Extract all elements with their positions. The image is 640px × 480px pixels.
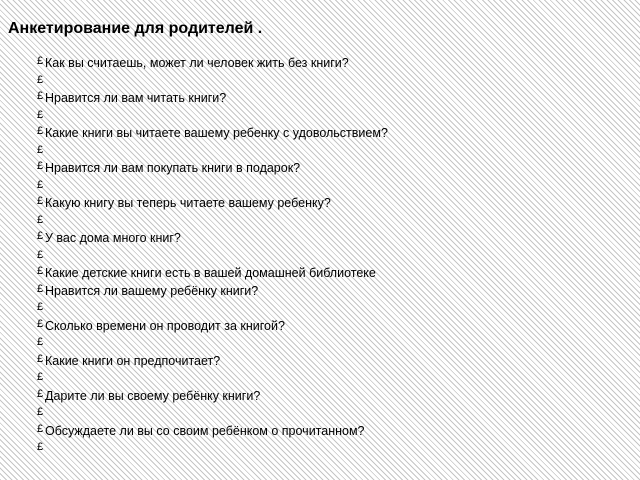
slide-title: Анкетирование для родителей . [8,20,263,37]
bullet-icon: £ [37,73,44,86]
bullet-icon: £ [37,213,44,226]
bullet-icon: £ [37,178,44,191]
question-text: Нравится ли вам читать книги? [45,91,227,105]
bullet-icon: £ [37,108,44,121]
question-text: Дарите ли вы своему ребёнку книги? [45,388,261,403]
bullet-icon: £ [37,387,44,400]
bullet-icon: £ [37,317,44,330]
bullet-icon: £ [37,230,44,242]
question-text: Какие книги он предпочитает? [45,353,221,368]
bullet-icon: £ [37,55,44,67]
question-text: У вас дома много книг? [45,231,181,245]
bullet-icon: £ [37,248,44,261]
bullet-icon: £ [37,125,44,137]
bullet-icon: £ [37,195,44,207]
question-text: Какую книгу вы теперь читаете вашему ребенку? [45,196,331,210]
bullet-icon: £ [37,406,44,418]
question-text: Сколько времени он проводит за книгой? [45,318,285,333]
bullet-icon: £ [37,336,44,348]
bullet-icon: £ [37,352,44,365]
question-text: Нравится ли вам покупать книги в подарок? [45,161,301,175]
question-text: Как вы считаешь, может ли человек жить без книги? [45,56,349,70]
bullet-icon: £ [37,371,44,383]
question-text: Какие книги вы читаете вашему ребенку с удовольствием? [45,126,388,140]
bullet-icon: £ [37,282,44,295]
question-text: Какие детские книги есть в вашей домашней библиотеке [45,266,376,280]
bullet-icon: £ [37,90,44,102]
bullet-icon: £ [37,441,44,453]
question-text: Нравится ли вашему ребёнку книги? [45,283,259,298]
bullet-icon: £ [37,301,44,313]
bullet-icon: £ [37,265,44,277]
bullet-icon: £ [37,160,44,172]
bullet-icon: £ [37,143,44,156]
bullet-icon: £ [37,422,44,435]
question-text: Обсуждаете ли вы со своим ребёнком о прочитанном? [45,423,365,438]
